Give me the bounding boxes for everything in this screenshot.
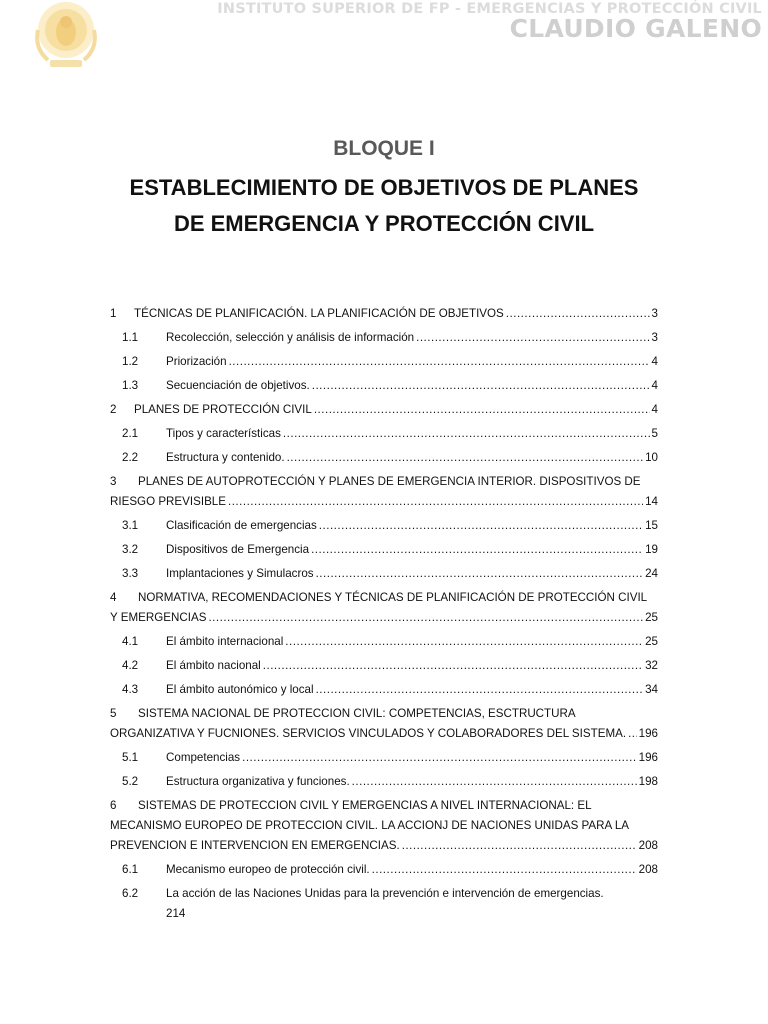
toc-number: 3.1: [122, 519, 139, 532]
toc-entry-6-2[interactable]: [110, 882, 658, 924]
toc-leader: [242, 746, 637, 770]
toc-number: 4.1: [122, 635, 139, 648]
toc-number: 2: [110, 403, 117, 416]
main-title-line2: DE EMERGENCIA Y PROTECCIÓN CIVIL: [173, 211, 595, 236]
toc-number: 3: [110, 475, 117, 488]
toc-title-continued: MECANISMO EUROPEO DE PROTECCION CIVIL. LA ACCIONJ DE NACIONES UNIDAS PARA LA: [110, 819, 630, 832]
toc-title-continued: ORGANIZATIVA Y FUCNIONES. SERVICIOS VINCULADOS Y COLABORADORES DEL SISTEMA.: [110, 727, 627, 740]
toc-leader: [316, 562, 644, 586]
page-header: [0, 0, 768, 56]
toc-title: Estructura y contenido.: [166, 451, 285, 464]
toc-entry-5[interactable]: [110, 702, 658, 746]
toc-entry-5-2[interactable]: [110, 770, 658, 794]
toc-entry-2-2[interactable]: [110, 446, 658, 470]
toc-page: 196: [638, 727, 658, 740]
toc-number: 6.2: [122, 887, 139, 900]
toc-entry-line: [122, 884, 658, 904]
toc-title-continued: RIESGO PREVISIBLE: [110, 495, 226, 508]
toc-entry-4-1[interactable]: [110, 630, 658, 654]
toc-leader: [312, 374, 650, 398]
toc-leader: [208, 608, 643, 628]
toc-entry-4[interactable]: [110, 586, 658, 630]
toc-leader: [287, 446, 644, 470]
toc-page: 198: [638, 775, 658, 788]
institute-logo-icon: [24, 0, 108, 70]
toc-page: 4: [651, 355, 658, 368]
toc-page: 4: [651, 379, 658, 392]
toc-title-continued: Y EMERGENCIAS: [110, 611, 207, 624]
toc-entry-line: [110, 796, 658, 816]
toc-entry-1-2[interactable]: [110, 350, 658, 374]
toc-entry-line: [110, 608, 658, 628]
toc-entry-line: [110, 472, 658, 492]
toc-entry-2[interactable]: [110, 398, 658, 422]
toc-number: 2.2: [122, 451, 139, 464]
toc-leader: [372, 858, 637, 882]
toc-title: La acción de las Naciones Unidas para la prevención e intervención de emergencias.: [166, 887, 604, 900]
toc-leader: [311, 538, 643, 562]
document-title-block: [0, 134, 768, 242]
toc-number: 1.1: [122, 331, 139, 344]
toc-title: Secuenciación de objetivos.: [166, 379, 310, 392]
toc-page: 14: [645, 495, 658, 508]
toc-number: 3.2: [122, 543, 139, 556]
toc-page: 3: [651, 307, 658, 320]
toc-entry-line: [110, 492, 658, 512]
bloque-heading: BLOQUE I: [333, 137, 435, 160]
toc-entry-3-1[interactable]: [110, 514, 658, 538]
toc-page: 214: [166, 907, 186, 920]
toc-title: Tipos y características: [166, 427, 281, 440]
toc-page: 25: [645, 611, 658, 624]
table-of-contents: [110, 302, 658, 924]
toc-number: 1: [110, 307, 117, 320]
toc-leader: [352, 770, 637, 794]
toc-page: 10: [645, 451, 658, 464]
toc-page: 15: [645, 519, 658, 532]
toc-title: Clasificación de emergencias: [166, 519, 317, 532]
toc-page: 196: [638, 751, 658, 764]
toc-entry-3-2[interactable]: [110, 538, 658, 562]
toc-title: El ámbito nacional: [166, 659, 261, 672]
toc-page: 25: [645, 635, 658, 648]
toc-number: 4.2: [122, 659, 139, 672]
toc-title: Mecanismo europeo de protección civil.: [166, 863, 370, 876]
toc-number: 5.1: [122, 751, 139, 764]
toc-entry-4-3[interactable]: [110, 678, 658, 702]
toc-leader: [316, 678, 644, 702]
toc-page: 5: [651, 427, 658, 440]
toc-entry-line: [110, 588, 658, 608]
toc-leader: [314, 398, 650, 422]
toc-number: 4.3: [122, 683, 139, 696]
toc-entry-3-3[interactable]: [110, 562, 658, 586]
toc-title: TÉCNICAS DE PLANIFICACIÓN. LA PLANIFICACIÓN DE OBJETIVOS: [134, 307, 504, 320]
toc-number: 6: [110, 799, 117, 812]
toc-title: SISTEMAS DE PROTECCION CIVIL Y EMERGENCIAS A NIVEL INTERNACIONAL: EL: [138, 799, 592, 812]
toc-entry-3[interactable]: [110, 470, 658, 514]
toc-page: 208: [638, 863, 658, 876]
toc-entry-6[interactable]: [110, 794, 658, 858]
toc-number: 3.3: [122, 567, 139, 580]
toc-entry-1-1[interactable]: [110, 326, 658, 350]
toc-page: 34: [645, 683, 658, 696]
toc-title: Estructura organizativa y funciones.: [166, 775, 350, 788]
toc-title: PLANES DE AUTOPROTECCIÓN Y PLANES DE EMERGENCIA INTERIOR. DISPOSITIVOS DE: [138, 475, 641, 488]
toc-number: 1.3: [122, 379, 139, 392]
toc-title: PLANES DE PROTECCIÓN CIVIL: [134, 403, 312, 416]
toc-page: 24: [645, 567, 658, 580]
toc-title: NORMATIVA, RECOMENDACIONES Y TÉCNICAS DE PLANIFICACIÓN DE PROTECCIÓN CIVIL: [138, 591, 648, 604]
toc-title: Competencias: [166, 751, 241, 764]
toc-entry-line: [110, 836, 658, 856]
toc-title-continued: PREVENCION E INTERVENCION EN EMERGENCIAS.: [110, 839, 400, 852]
toc-title: Implantaciones y Simulacros: [166, 567, 314, 580]
institute-name: CLAUDIO GALENO: [509, 14, 762, 43]
toc-number: 2.1: [122, 427, 139, 440]
toc-entry-4-2[interactable]: [110, 654, 658, 678]
toc-entry-line: [110, 724, 658, 744]
toc-leader: [285, 630, 643, 654]
toc-leader: [319, 514, 643, 538]
toc-page: 4: [651, 403, 658, 416]
toc-title: Recolección, selección y análisis de información: [166, 331, 415, 344]
toc-title: El ámbito internacional: [166, 635, 284, 648]
toc-leader: [628, 724, 637, 744]
toc-title: El ámbito autonómico y local: [166, 683, 314, 696]
toc-number: 5.2: [122, 775, 139, 788]
toc-number: 5: [110, 707, 117, 720]
toc-page: 32: [645, 659, 658, 672]
toc-leader: [283, 422, 650, 446]
toc-number: 6.1: [122, 863, 139, 876]
toc-page: 19: [645, 543, 658, 556]
toc-entry-6-1[interactable]: [110, 858, 658, 882]
toc-title: Dispositivos de Emergencia: [166, 543, 310, 556]
toc-entry-1-3[interactable]: [110, 374, 658, 398]
toc-page: 208: [638, 839, 658, 852]
toc-leader: [229, 350, 650, 374]
toc-title: Priorización: [166, 355, 227, 368]
toc-title: SISTEMA NACIONAL DE PROTECCION CIVIL: COMPETENCIAS, ESCTRUCTURA: [138, 707, 576, 720]
toc-number: 1.2: [122, 355, 139, 368]
toc-page: 3: [651, 331, 658, 344]
toc-leader: [402, 836, 637, 856]
toc-leader: [228, 492, 643, 512]
toc-number: 4: [110, 591, 117, 604]
toc-leader: [506, 302, 650, 326]
toc-entry-5-1[interactable]: [110, 746, 658, 770]
toc-entry-2-1[interactable]: [110, 422, 658, 446]
toc-leader: [263, 654, 643, 678]
toc-leader: [416, 326, 649, 350]
toc-entry-1[interactable]: [110, 302, 658, 326]
main-title-line1: ESTABLECIMIENTO DE OBJETIVOS DE PLANES: [129, 175, 639, 200]
toc-entry-line: [110, 704, 658, 724]
institute-subtitle: INSTITUTO SUPERIOR DE FP - EMERGENCIAS Y PROTECCIÓN CIVIL: [217, 1, 762, 17]
